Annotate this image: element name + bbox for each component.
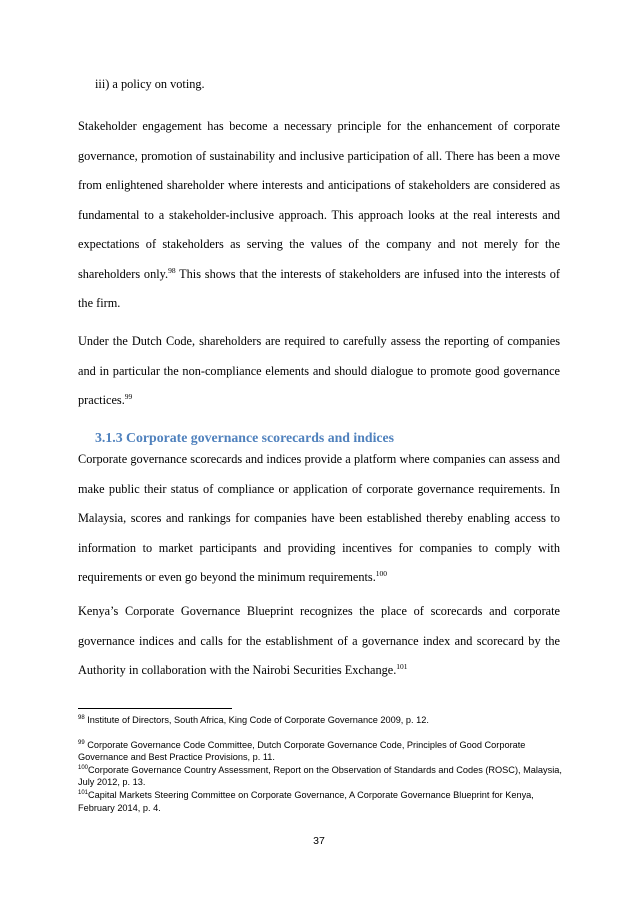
footnote-text: Corporate Governance Code Committee, Dutch Corporate Governance Code, Principles of Good Corporate Governance and Best Practice Provisions, p. 11. [78, 739, 526, 763]
footnote-100 [78, 764, 563, 789]
page-number: 37 [313, 835, 325, 847]
footnote-ref-99[interactable]: 99 [124, 391, 133, 401]
paragraph-text: Corporate governance scorecards and indices provide a platform where companies can assess and make public their status of compliance or application of corporate governance requirements. In Malaysia, scores and rankings for companies have been established thereby enabling access to information to market participants and providing incentives for companies to comply with requirements or even go beyond the minimum requirements. [78, 452, 560, 584]
footnotes [78, 714, 563, 814]
footnote-number: 99 [78, 739, 85, 746]
footnote-separator [78, 708, 232, 709]
paragraph-tail: This shows that the interests of stakeholders are infused into the interests of the firm. [78, 266, 560, 310]
paragraph-text: Stakeholder engagement has become a necessary principle for the enhancement of corporate governance, promotion of sustainability and inclusive participation of all. There has been a move from enlightened shareholder where interests and anticipations of stakeholders are considered as fundamental to a stakeholder-inclusive approach. This approach looks at the real interests and expectations of stakeholders as serving the values of the company and not merely for the shareholders only. [78, 119, 560, 281]
footnote-number: 100 [78, 764, 89, 771]
section-heading: 3.1.3 Corporate governance scorecards and indices [95, 430, 395, 445]
paragraph-text: Under the Dutch Code, shareholders are required to carefully assess the reporting of companies and in particular the non-compliance elements and should dialogue to promote good governance practices. [78, 334, 560, 407]
footnote-98 [78, 714, 563, 727]
footnote-ref-98[interactable]: 98 [168, 265, 176, 275]
footnote-text: Corporate Governance Country Assessment, Report on the Observation of Standards and Codes (ROSC), Malaysia, July 2012, p. 13. [78, 764, 562, 788]
paragraph-kenya-blueprint [78, 597, 560, 686]
footnote-ref-101[interactable]: 101 [396, 661, 408, 671]
footnote-99 [78, 739, 563, 764]
footnote-101 [78, 789, 563, 814]
paragraph-text: Kenya’s Corporate Governance Blueprint recognizes the place of scorecards and corporate governance indices and calls for the establishment of a governance index and scorecard by the Authority in collaboration with the Nairobi Securities Exchange. [78, 604, 560, 677]
paragraph-stakeholder-engagement [78, 112, 560, 319]
footnote-text: Capital Markets Steering Committee on Corporate Governance, A Corporate Governance Blueprint for Kenya, February 2014, p. 4. [78, 789, 534, 813]
footnote-number: 101 [78, 789, 89, 796]
list-item-voting-policy: iii) a policy on voting. [95, 77, 205, 91]
footnote-text: Institute of Directors, South Africa, King Code of Corporate Governance 2009, p. 12. [84, 715, 429, 725]
paragraph-scorecards [78, 445, 560, 593]
paragraph-dutch-code [78, 327, 560, 416]
footnote-number: 98 [78, 714, 85, 721]
footnote-ref-100[interactable]: 100 [375, 568, 388, 578]
